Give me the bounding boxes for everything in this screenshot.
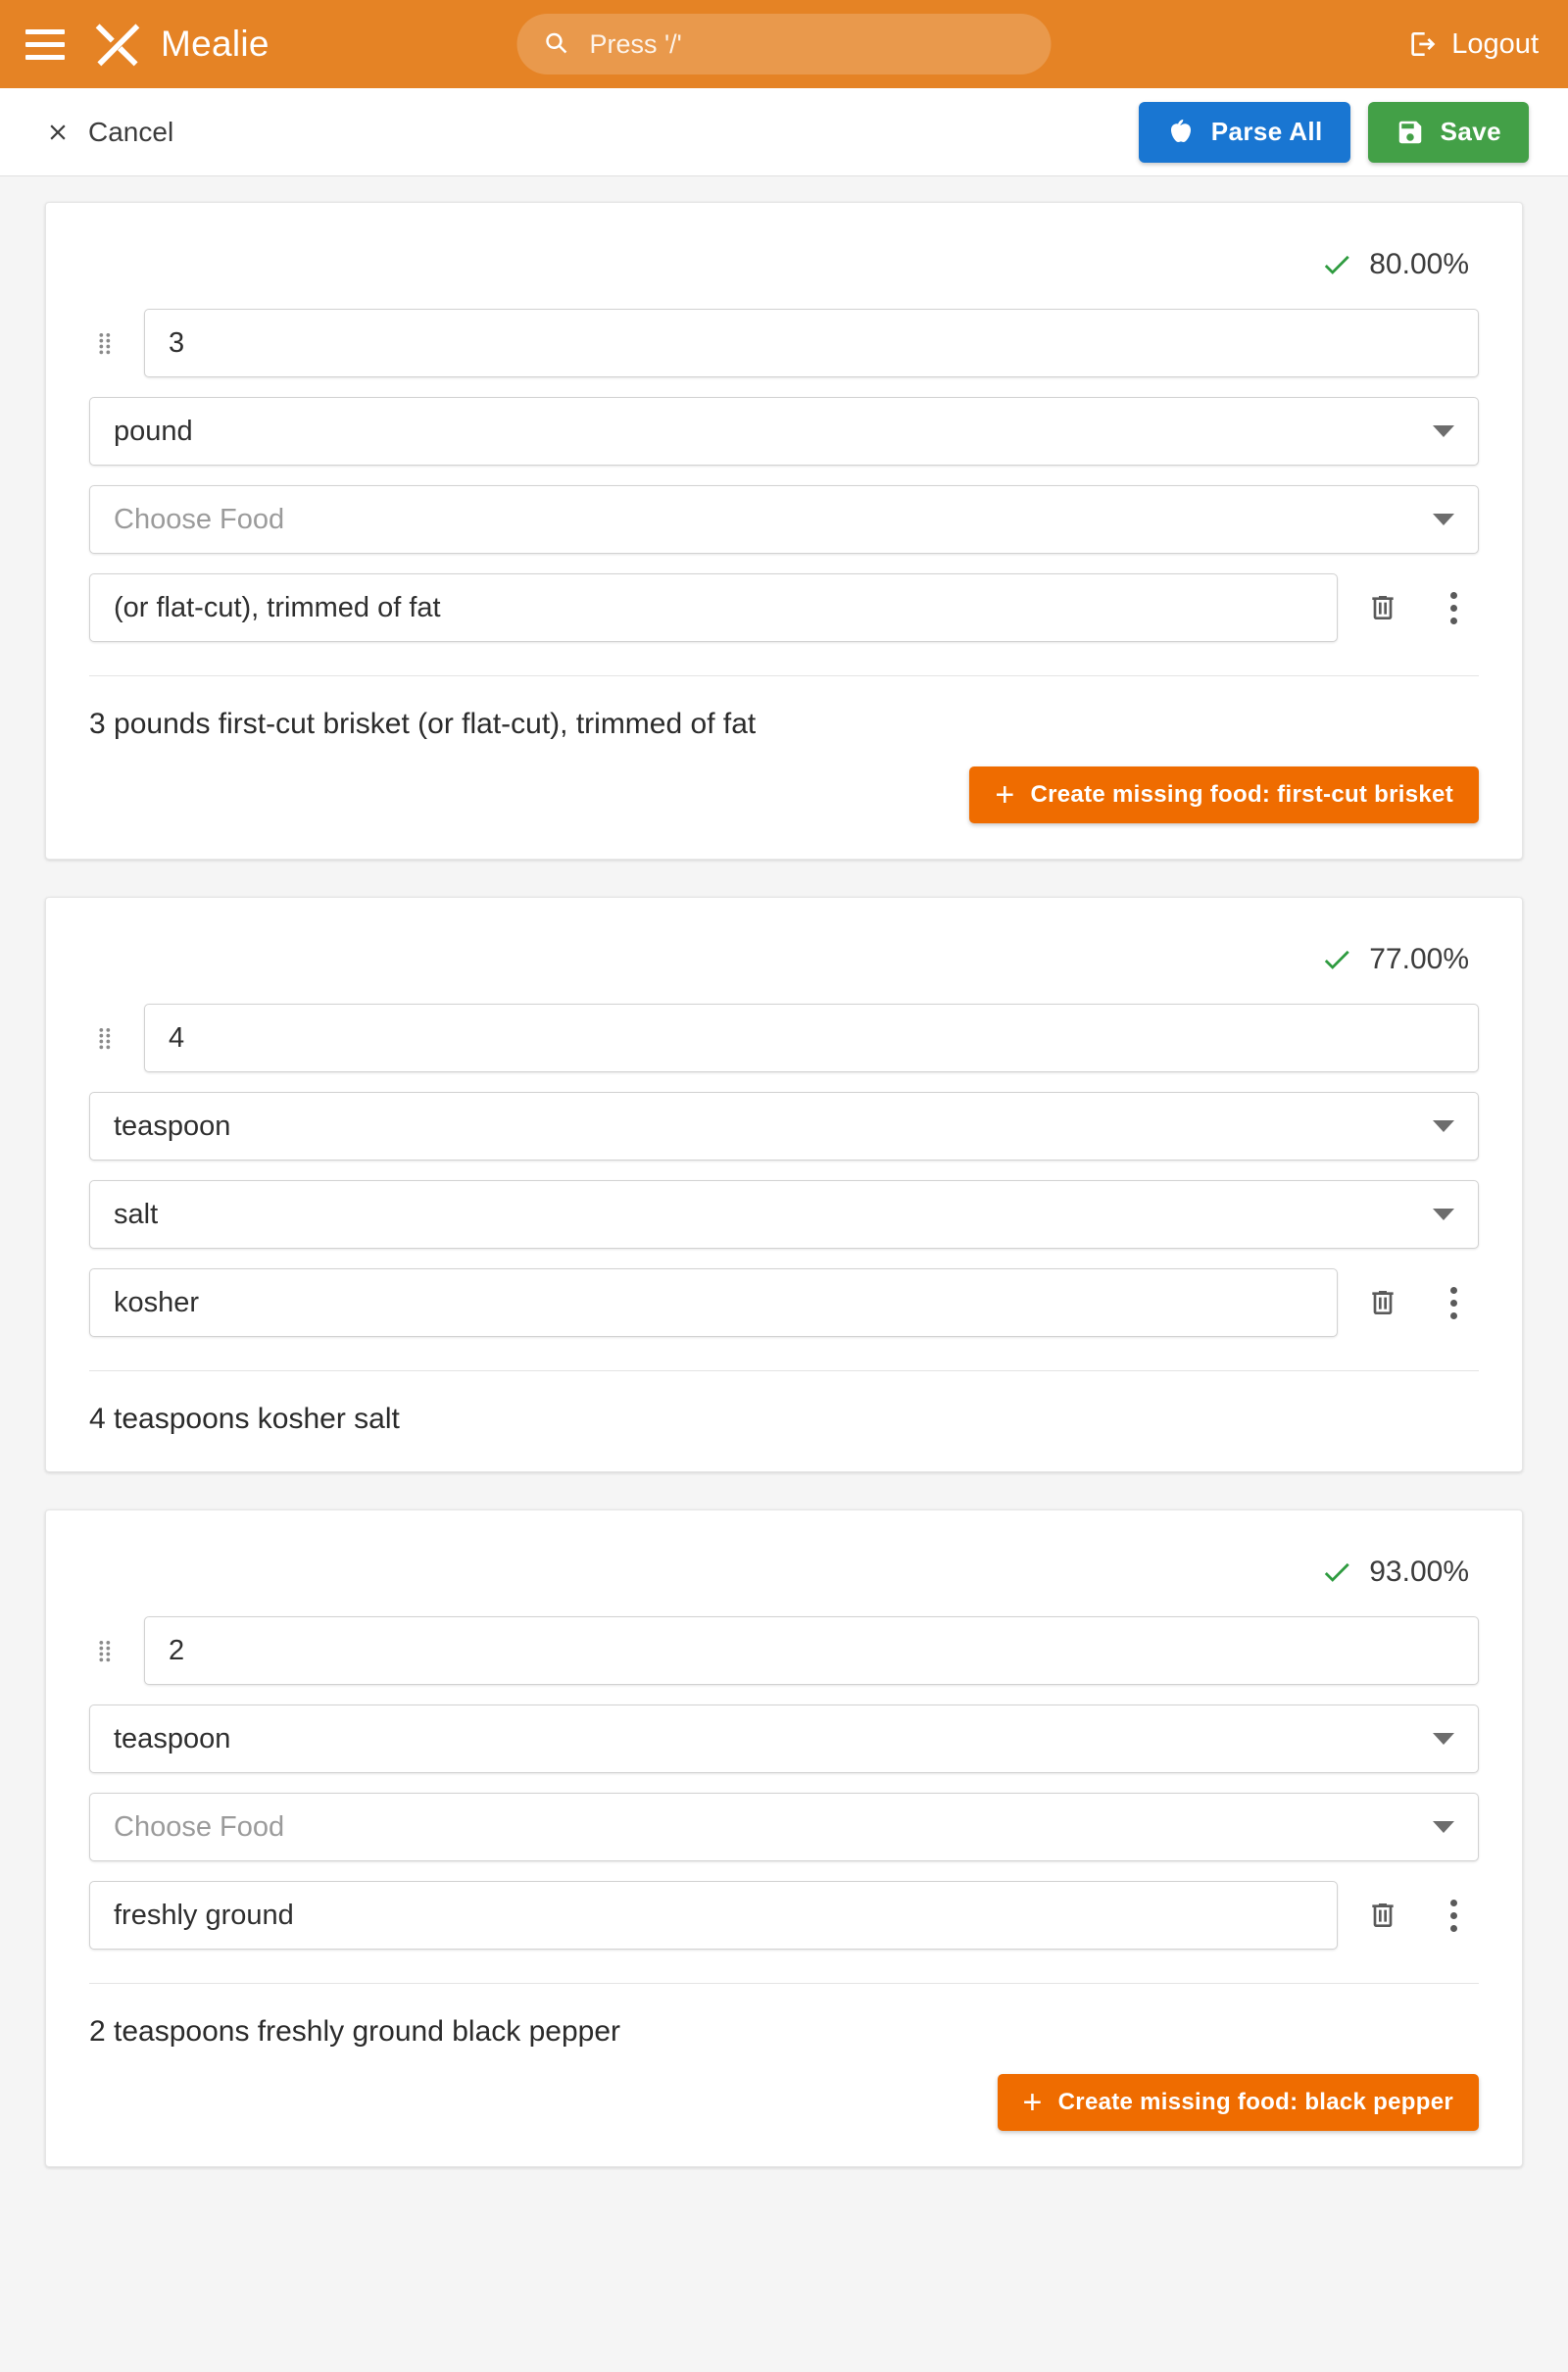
logout-label: Logout (1451, 27, 1539, 60)
food-select[interactable] (89, 1793, 1479, 1861)
unit-value: teaspoon (114, 1722, 231, 1754)
unit-value: teaspoon (114, 1110, 231, 1142)
delete-button[interactable] (1357, 1890, 1408, 1941)
note-input[interactable] (89, 573, 1338, 642)
ingredient-summary: 4 teaspoons kosher salt (89, 1403, 400, 1435)
editor-toolbar (0, 88, 1568, 176)
chevron-down-icon (1433, 514, 1454, 525)
create-missing-food-label: Create missing food: first-cut brisket (1030, 781, 1453, 808)
brand[interactable] (92, 19, 270, 70)
cancel-button[interactable] (39, 109, 179, 156)
food-select[interactable] (89, 1180, 1479, 1249)
quantity-input[interactable] (144, 309, 1479, 377)
quantity-input[interactable] (144, 1004, 1479, 1072)
search-input[interactable] (588, 28, 1026, 61)
delete-button[interactable] (1357, 1277, 1408, 1328)
content-save-icon (1396, 118, 1425, 147)
save-label: Save (1440, 117, 1501, 146)
drag-handle-icon[interactable] (89, 1021, 122, 1055)
ingredient-summary: 3 pounds first-cut brisket (or flat-cut), trimmed of fat (89, 708, 757, 740)
quantity-value: 4 (169, 1021, 185, 1054)
unit-select[interactable] (89, 397, 1479, 466)
trash-icon (1367, 591, 1398, 624)
quantity-input[interactable] (144, 1616, 1479, 1685)
more-options-button[interactable] (1428, 582, 1479, 633)
note-value: kosher (114, 1286, 200, 1318)
note-input[interactable] (89, 1881, 1338, 1950)
brand-name: Mealie (161, 24, 270, 64)
check-icon (1320, 248, 1353, 281)
ingredient-summary: 2 teaspoons freshly ground black pepper (89, 2015, 621, 2048)
ingredient-card (45, 202, 1523, 860)
logout-icon (1406, 28, 1438, 60)
drag-handle-icon[interactable] (89, 326, 122, 360)
note-value: (or flat-cut), trimmed of fat (114, 591, 441, 623)
unit-value: pound (114, 415, 193, 447)
chevron-down-icon (1433, 1821, 1454, 1833)
cancel-label: Cancel (88, 116, 174, 147)
confidence-value: 93.00% (1369, 1556, 1469, 1588)
dots-vertical-icon (1450, 592, 1457, 624)
create-food-row (89, 2074, 1479, 2131)
create-missing-food-button[interactable] (998, 2074, 1479, 2131)
drag-handle-icon[interactable] (89, 1634, 122, 1667)
unit-select[interactable] (89, 1705, 1479, 1773)
hamburger-icon[interactable] (25, 22, 71, 67)
quantity-value: 2 (169, 1634, 185, 1666)
trash-icon (1367, 1286, 1398, 1319)
save-button[interactable] (1368, 102, 1529, 163)
create-missing-food-button[interactable] (969, 766, 1479, 823)
plus-icon: + (995, 776, 1015, 814)
dots-vertical-icon (1450, 1900, 1457, 1932)
search-bar[interactable] (517, 14, 1052, 74)
confidence-indicator (89, 230, 1479, 291)
ingredient-list (0, 176, 1568, 2244)
delete-button[interactable] (1357, 582, 1408, 633)
parse-all-label: Parse All (1210, 117, 1323, 146)
food-apple-icon (1166, 118, 1196, 147)
chevron-down-icon (1433, 1209, 1454, 1220)
note-input[interactable] (89, 1268, 1338, 1337)
create-missing-food-label: Create missing food: black pepper (1057, 2089, 1453, 2115)
search-icon (543, 29, 572, 59)
food-value: salt (114, 1198, 159, 1230)
note-value: freshly ground (114, 1899, 294, 1931)
app-bar (0, 0, 1568, 88)
unit-select[interactable] (89, 1092, 1479, 1161)
confidence-value: 77.00% (1369, 943, 1469, 975)
food-placeholder: Choose Food (114, 1810, 285, 1843)
check-icon (1320, 1556, 1353, 1589)
fork-knife-icon (92, 19, 143, 70)
logout-button[interactable] (1406, 28, 1539, 61)
close-icon (45, 120, 71, 145)
trash-icon (1367, 1899, 1398, 1932)
ingredient-card (45, 1509, 1523, 2167)
chevron-down-icon (1433, 1733, 1454, 1745)
confidence-indicator (89, 1538, 1479, 1599)
chevron-down-icon (1433, 1120, 1454, 1132)
check-icon (1320, 943, 1353, 976)
parse-all-button[interactable] (1139, 102, 1350, 163)
create-food-row (89, 766, 1479, 823)
food-placeholder: Choose Food (114, 503, 285, 535)
confidence-indicator (89, 925, 1479, 986)
dots-vertical-icon (1450, 1287, 1457, 1319)
more-options-button[interactable] (1428, 1890, 1479, 1941)
more-options-button[interactable] (1428, 1277, 1479, 1328)
food-select[interactable] (89, 485, 1479, 554)
confidence-value: 80.00% (1369, 248, 1469, 280)
chevron-down-icon (1433, 425, 1454, 437)
ingredient-card (45, 897, 1523, 1472)
plus-icon: + (1022, 2084, 1043, 2121)
quantity-value: 3 (169, 326, 185, 359)
